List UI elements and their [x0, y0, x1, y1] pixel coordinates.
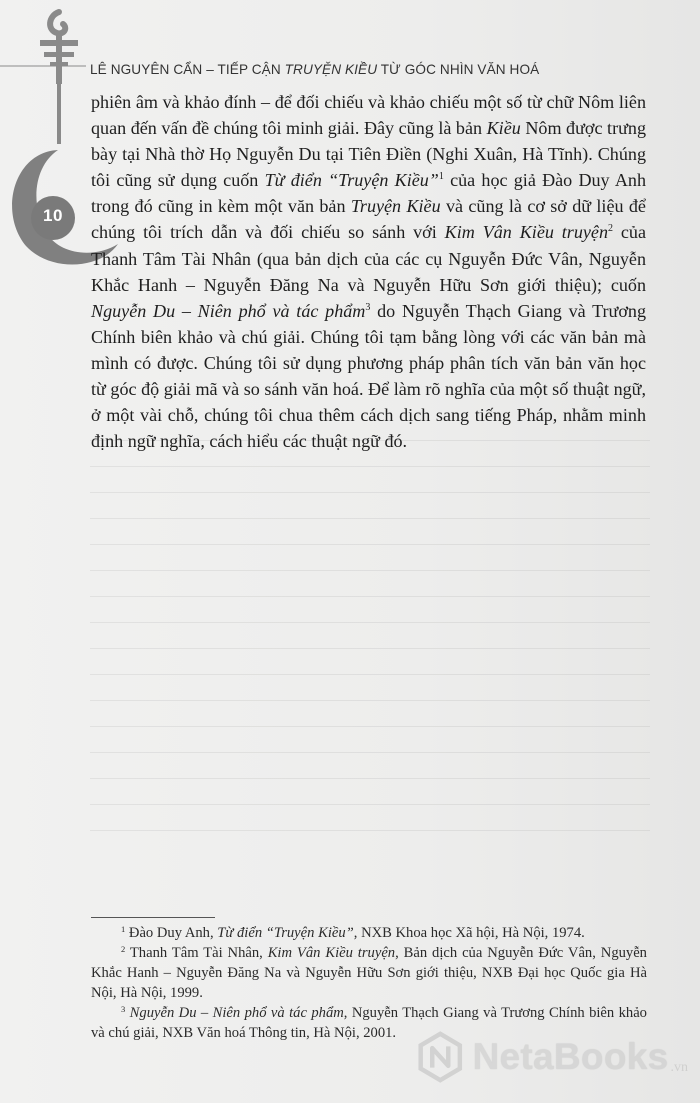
body-italic-segment: Kiều: [486, 118, 521, 139]
page-number: 10: [43, 206, 63, 225]
footnote-marker[interactable]: 1: [438, 171, 444, 183]
body-paragraph: [91, 89, 646, 454]
body-italic-segment: Kim Vân Kiều truyện: [444, 222, 608, 243]
body-text-segment: do Nguyễn Thạch Giang và Trương Chính biên khảo và chú giải. Chúng tôi tạm bằng lòng với các văn bản mà mình có được. Chúng tôi sử dụng phương pháp phân tích văn bản văn học từ góc độ giải mã và so sánh văn hoá. Để làm rõ nghĩa của một số thuật ngữ, ở một vài chỗ, chúng tôi chua thêm cách dịch sang tiếng Pháp, nhằm minh định ngữ nghĩa, cách hiểu các thuật ngữ đó.: [91, 300, 646, 452]
watermark: [418, 1024, 688, 1090]
running-header-book-title: TRUYỆN KIỀU: [284, 62, 378, 77]
watermark-suffix: .vn: [670, 1060, 688, 1075]
running-header-subtitle: TỪ GÓC NHÌN VĂN HOÁ: [377, 62, 540, 77]
footnote-number: 1: [121, 924, 126, 934]
body-text-segment: phiên âm và khảo đính – để đối chiếu và khảo chiếu một số từ chữ Nôm liên quan đến vấn đề chúng tôi minh giải. Đây cũng là bản: [91, 92, 646, 139]
body-italic-segment: Nguyễn Du – Niên phổ và tác phẩm: [91, 300, 366, 321]
footnote-italic: Từ điển “Truyện Kiều”: [217, 925, 354, 941]
bleed-through-texture: [90, 440, 650, 880]
footnote-text: , NXB Khoa học Xã hội, Hà Nội, 1974.: [353, 925, 585, 941]
body-text-segment: và cũng là cơ sở dữ liệu để chúng tôi trích dẫn và đối chiếu so sánh với: [91, 196, 646, 243]
netabooks-logo-icon: [418, 1029, 463, 1085]
footnote-2: [91, 944, 647, 1004]
footnote-italic: Kim Vân Kiều truyện: [267, 944, 396, 961]
body-italic-segment: Từ điển “Truyện Kiều”: [264, 170, 439, 191]
running-header: [90, 62, 539, 77]
body-text-segment: Nôm được trưng bày tại Nhà thờ Họ Nguyễn Du tại Tiên Điền (Nghi Xuân, Hà Tĩnh). Chúng tôi cũng sử dụng cuốn: [91, 118, 646, 191]
footnote-text: Thanh Tâm Tài Nhân,: [125, 944, 268, 961]
footnote-divider: [91, 917, 215, 918]
footnote-marker[interactable]: 3: [365, 301, 371, 313]
footnote-text: , Nguyễn Thạch Giang và Trương Chính biên khảo và chú giải, NXB Văn hoá Thông tin, Hà Nội, 2001.: [91, 1004, 647, 1041]
footnote-1: [91, 924, 647, 944]
footnote-text: Đào Duy Anh,: [125, 925, 218, 941]
footnote-text: , Bản dịch của Nguyễn Đức Vân, Nguyễn Khắc Hanh – Nguyễn Đăng Na và Nguyễn Hữu Sơn giới thiệu, NXB Đại học Quốc gia Hà Nội, Hà Nội, 1999.: [91, 944, 647, 1001]
footnote-italic: Nguyễn Du – Niên phổ và tác phẩm: [129, 1004, 344, 1021]
footnote-marker[interactable]: 2: [608, 223, 613, 235]
body-text-segment: của Thanh Tâm Tài Nhân (qua bản dịch của các cụ Nguyễn Đức Vân, Nguyễn Khắc Hanh – Nguyễn Đăng Na và Nguyễn Hữu Sơn giới thiệu); cuốn: [91, 222, 646, 295]
watermark-brand: NetaBooks: [472, 1036, 669, 1077]
running-header-author: LÊ NGUYÊN CẨN – TIẾP CẬN: [90, 62, 285, 77]
body-italic-segment: Truyện Kiều: [350, 196, 441, 217]
body-text-segment: của học giả Đào Duy Anh trong đó cũng in kèm một văn bản: [91, 170, 646, 217]
footnote-number: 3: [121, 1003, 126, 1014]
footnote-number: 2: [121, 943, 126, 954]
